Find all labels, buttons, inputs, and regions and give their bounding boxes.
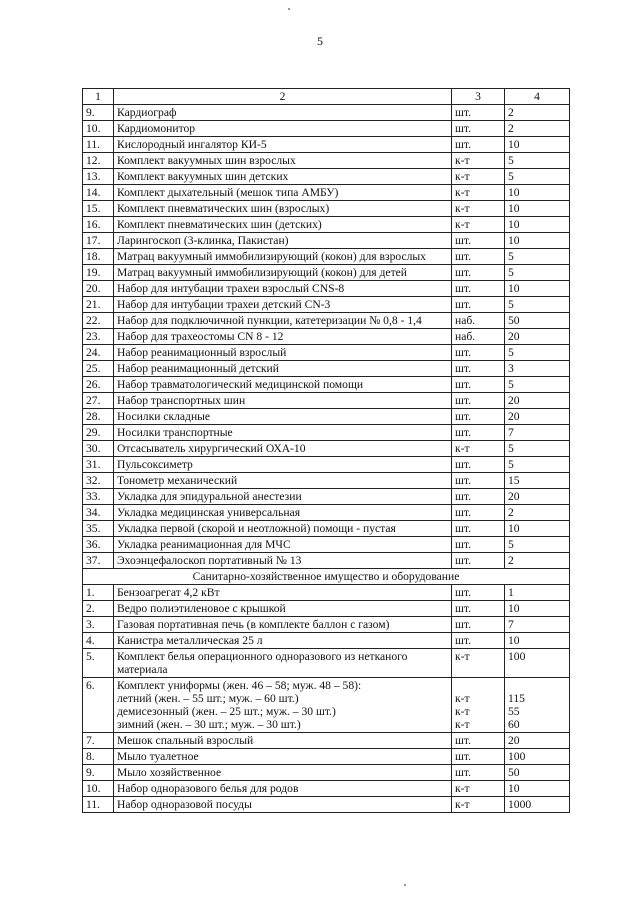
row-number: 2. [83,601,114,617]
row-number: 7. [83,733,114,749]
table-row [83,185,570,201]
table-row [83,281,570,297]
uniform-line-unit: к-т [455,718,470,731]
item-quantity: 100 [505,749,570,765]
scan-speck [288,8,290,10]
item-name: Набор травматологический медицинской помощи [114,377,452,393]
table-row [83,329,570,345]
row-number: 19. [83,265,114,281]
item-quantity: 1000 [505,797,570,813]
item-name: Укладка первой (скорой и неотложной) помощи - пустая [114,521,452,537]
table-row [83,765,570,781]
row-number: 10. [83,781,114,797]
row-number: 12. [83,153,114,169]
item-unit: к-т [452,185,505,201]
row-number: 32. [83,473,114,489]
item-quantity: 20 [505,489,570,505]
item-name: Набор одноразового белья для родов [114,781,452,797]
item-quantity: 10 [505,521,570,537]
table-row [83,553,570,569]
row-number: 1. [83,585,114,601]
item-name: Носилки складные [114,409,452,425]
row-number: 11. [83,137,114,153]
row-number: 22. [83,313,114,329]
row-number: 9. [83,765,114,781]
table-row [83,649,570,678]
row-number: 9. [83,105,114,121]
uniform-line-unit: к-т [455,705,470,718]
item-unit: шт. [452,537,505,553]
item-unit: к-т [452,781,505,797]
item-unit: шт. [452,601,505,617]
table-row [83,377,570,393]
column-header-2: 2 [114,89,452,105]
table-body [83,105,570,813]
row-number: 36. [83,537,114,553]
item-unit: шт. [452,233,505,249]
page-number: 5 [317,34,323,48]
table-row [83,345,570,361]
item-name: Газовая портативная печь (в комплекте баллон с газом) [114,617,452,633]
row-number: 26. [83,377,114,393]
item-unit: к-т [452,169,505,185]
item-quantity [505,678,570,733]
item-quantity: 2 [505,121,570,137]
uniform-line-quantity: 115 [508,692,525,705]
item-name: Отсасыватель хирургический ОХА-10 [114,441,452,457]
item-unit: к-т [452,797,505,813]
item-quantity: 5 [505,377,570,393]
item-name: Набор одноразовой посуды [114,797,452,813]
item-quantity: 50 [505,313,570,329]
item-quantity: 2 [505,105,570,121]
item-name: Укладка реанимационная для МЧС [114,537,452,553]
item-name: Укладка медицинская универсальная [114,505,452,521]
table-row [83,233,570,249]
item-unit: шт. [452,505,505,521]
item-quantity: 10 [505,217,570,233]
table-row [83,201,570,217]
item-name: Набор для подключичной пункции, катетеризации № 0,8 - 1,4 [114,313,452,329]
table-row [83,361,570,377]
table-row [83,797,570,813]
table-row [83,313,570,329]
item-name: Мешок спальный взрослый [114,733,452,749]
item-unit: к-т [452,649,505,678]
table-row [83,297,570,313]
item-name: Комплект вакуумных шин детских [114,169,452,185]
item-unit: шт. [452,733,505,749]
uniform-line-text: демисезонный (жен. – 25 шт.; муж. – 30 шт.) [117,705,336,718]
item-quantity: 5 [505,153,570,169]
item-unit: шт. [452,473,505,489]
uniform-title: Комплект униформы (жен. 46 – 58; муж. 48 – 58): [117,679,362,692]
item-quantity: 3 [505,361,570,377]
table-header-row [83,89,570,105]
row-number: 37. [83,553,114,569]
scan-speck [404,884,406,886]
row-number: 17. [83,233,114,249]
row-number: 23. [83,329,114,345]
table-row [83,153,570,169]
item-quantity: 10 [505,781,570,797]
row-number: 6. [83,678,114,733]
item-quantity: 10 [505,281,570,297]
table-row [83,249,570,265]
row-number: 34. [83,505,114,521]
item-quantity: 10 [505,185,570,201]
item-quantity: 5 [505,345,570,361]
item-unit: шт. [452,409,505,425]
table-row [83,457,570,473]
row-number: 10. [83,121,114,137]
item-name: Укладка для эпидуральной анестезии [114,489,452,505]
item-quantity: 10 [505,233,570,249]
item-quantity: 5 [505,297,570,313]
item-unit: шт. [452,393,505,409]
item-unit: шт. [452,105,505,121]
row-number: 31. [83,457,114,473]
row-number: 8. [83,749,114,765]
item-name: Бензоагрегат 4,2 кВт [114,585,452,601]
table-row [83,137,570,153]
table-row [83,521,570,537]
item-name: Мыло хозяйственное [114,765,452,781]
uniform-line-text: зимний (жен. – 30 шт.; муж. – 30 шт.) [117,718,301,731]
table-row [83,733,570,749]
item-quantity: 10 [505,137,570,153]
table-row [83,749,570,765]
item-quantity: 20 [505,409,570,425]
table-row [83,537,570,553]
uniform-line-quantity: 55 [508,705,520,718]
row-number: 5. [83,649,114,678]
item-name: Мыло туалетное [114,749,452,765]
item-unit: шт. [452,633,505,649]
item-name: Набор для трахеостомы CN 8 - 12 [114,329,452,345]
row-number: 29. [83,425,114,441]
row-number: 35. [83,521,114,537]
spacer [455,679,501,692]
row-number: 25. [83,361,114,377]
item-name: Набор транспортных шин [114,393,452,409]
item-unit: шт. [452,617,505,633]
item-quantity: 10 [505,201,570,217]
item-quantity: 10 [505,601,570,617]
table-row [83,105,570,121]
item-quantity: 20 [505,733,570,749]
row-number: 28. [83,409,114,425]
table-row [83,617,570,633]
inventory-table [82,88,570,813]
item-unit: шт. [452,137,505,153]
item-quantity: 7 [505,425,570,441]
item-name: Комплект белья операционного одноразового из нетканого материала [114,649,452,678]
item-unit: к-т [452,153,505,169]
row-number: 20. [83,281,114,297]
item-unit: шт. [452,749,505,765]
item-unit: шт. [452,281,505,297]
item-name: Набор для интубации трахеи детский CN-3 [114,297,452,313]
item-unit: шт. [452,361,505,377]
item-quantity: 5 [505,265,570,281]
item-name: Тонометр механический [114,473,452,489]
row-number: 15. [83,201,114,217]
item-name: Ведро полиэтиленовое с крышкой [114,601,452,617]
table-row [83,441,570,457]
item-unit: шт. [452,521,505,537]
item-quantity: 5 [505,169,570,185]
item-quantity: 20 [505,329,570,345]
item-name: Эхоэнцефалоскоп портативный № 13 [114,553,452,569]
row-number: 14. [83,185,114,201]
uniform-line-unit: к-т [455,692,470,705]
table-row [83,121,570,137]
item-unit: шт. [452,121,505,137]
item-name: Матрац вакуумный иммобилизирующий (кокон) для взрослых [114,249,452,265]
item-name: Набор реанимационный взрослый [114,345,452,361]
table-row [83,217,570,233]
item-unit: шт. [452,249,505,265]
item-name: Канистра металлическая 25 л [114,633,452,649]
item-unit: к-т [452,201,505,217]
item-unit: шт. [452,489,505,505]
table-row [83,678,570,733]
item-quantity: 10 [505,633,570,649]
row-number: 4. [83,633,114,649]
table-row [83,409,570,425]
item-unit: к-т [452,217,505,233]
item-unit: шт. [452,265,505,281]
item-name: Пульсоксиметр [114,457,452,473]
item-name: Кардиограф [114,105,452,121]
table-row [83,425,570,441]
item-name: Носилки транспортные [114,425,452,441]
item-quantity: 15 [505,473,570,489]
item-quantity: 50 [505,765,570,781]
spacer [508,679,566,692]
item-unit: к-т [452,441,505,457]
row-number: 3. [83,617,114,633]
item-name: Набор реанимационный детский [114,361,452,377]
item-quantity: 7 [505,617,570,633]
row-number: 16. [83,217,114,233]
row-number: 13. [83,169,114,185]
item-quantity: 20 [505,393,570,409]
item-unit: шт. [452,765,505,781]
item-name: Матрац вакуумный иммобилизирующий (кокон) для детей [114,265,452,281]
table-row [83,265,570,281]
item-name: Кислородный ингалятор КИ-5 [114,137,452,153]
item-quantity: 2 [505,553,570,569]
item-quantity: 2 [505,505,570,521]
item-unit: шт. [452,425,505,441]
table-row [83,505,570,521]
item-unit: наб. [452,313,505,329]
table-row [83,781,570,797]
item-quantity: 100 [505,649,570,678]
row-number: 21. [83,297,114,313]
item-quantity: 5 [505,249,570,265]
item-name [114,678,452,733]
section-header-row [83,569,570,585]
section-title: Санитарно-хозяйственное имущество и оборудование [83,569,570,585]
item-quantity: 5 [505,537,570,553]
item-name: Комплект пневматических шин (детских) [114,217,452,233]
row-number: 18. [83,249,114,265]
table-row [83,169,570,185]
table-row [83,633,570,649]
row-number: 30. [83,441,114,457]
item-quantity: 5 [505,441,570,457]
item-unit: шт. [452,377,505,393]
item-unit: шт. [452,553,505,569]
item-name: Комплект пневматических шин (взрослых) [114,201,452,217]
row-number: 11. [83,797,114,813]
item-unit [452,678,505,733]
item-unit: шт. [452,457,505,473]
uniform-line-text: летний (жен. – 55 шт.; муж. – 60 шт.) [117,692,299,705]
item-unit: шт. [452,585,505,601]
table-row [83,489,570,505]
item-unit: наб. [452,329,505,345]
column-header-1: 1 [83,89,114,105]
table-row [83,473,570,489]
column-header-3: 3 [452,89,505,105]
table-row [83,585,570,601]
item-quantity: 5 [505,457,570,473]
item-name: Кардиомонитор [114,121,452,137]
table-row [83,393,570,409]
column-header-4: 4 [505,89,570,105]
item-name: Комплект вакуумных шин взрослых [114,153,452,169]
row-number: 33. [83,489,114,505]
item-name: Ларингоскоп (3-клинка, Пакистан) [114,233,452,249]
item-name: Комплект дыхательный (мешок типа АМБУ) [114,185,452,201]
item-name: Набор для интубации трахеи взрослый CNS-8 [114,281,452,297]
uniform-line-quantity: 60 [508,718,520,731]
item-quantity: 1 [505,585,570,601]
row-number: 24. [83,345,114,361]
item-unit: шт. [452,297,505,313]
table-row [83,601,570,617]
item-unit: шт. [452,345,505,361]
row-number: 27. [83,393,114,409]
